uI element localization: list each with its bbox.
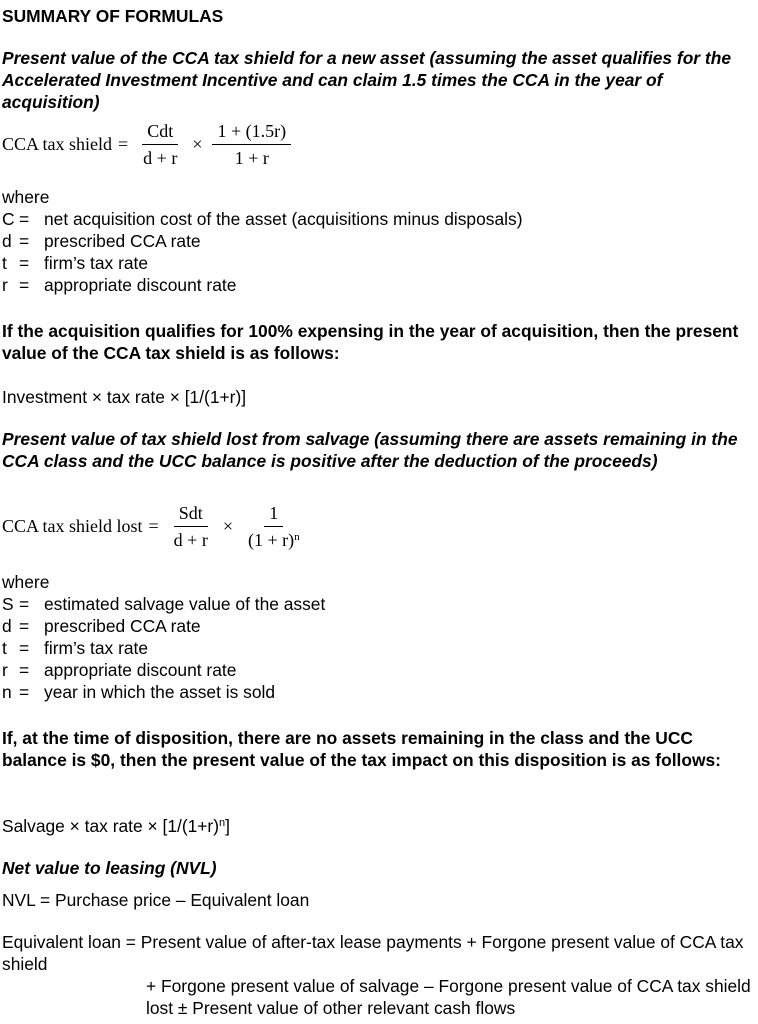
def-equals: =: [19, 253, 30, 273]
def-symbol: C: [2, 209, 15, 229]
formula-equals: =: [118, 134, 129, 154]
page-title: SUMMARY OF FORMULAS: [2, 6, 224, 26]
definition-row: [2, 593, 752, 615]
section3-definitions: [2, 571, 752, 703]
fraction-2-numerator: 1: [264, 502, 283, 527]
definition-row: [2, 615, 752, 637]
equivalent-loan-continuation: + Forgone present value of salvage – Forgone present value of CCA tax shield lost ± Present value of other relevant cash flows: [146, 976, 751, 1018]
fraction-1-denominator: d + r: [173, 530, 208, 550]
def-symbol: d: [2, 616, 12, 636]
def-symbol: t: [2, 253, 7, 273]
fraction-1-denominator: d + r: [143, 148, 178, 168]
def-equals: =: [19, 638, 30, 658]
exponent-n: n: [294, 531, 300, 543]
def-equals: =: [19, 682, 30, 702]
section1-heading: Present value of the CCA tax shield for a new asset (assuming the asset qualifies for the Accelerated Investment Incentive and can claim 1.5 times the CCA in the year of acquisition): [2, 48, 731, 112]
def-equals: =: [19, 616, 30, 636]
formula-lhs: CCA tax shield lost: [2, 516, 143, 536]
definition-row: [2, 637, 752, 659]
def-text: appropriate discount rate: [44, 275, 237, 295]
def-text: estimated salvage value of the asset: [44, 594, 326, 614]
def-equals: =: [19, 275, 30, 295]
exponent-n: n: [219, 817, 226, 829]
salvage-formula-text: Salvage × tax rate × [1/(1+r): [2, 816, 220, 836]
def-symbol: n: [2, 682, 12, 702]
cca-tax-shield-formula: [2, 120, 295, 169]
formula-times: ×: [222, 516, 233, 536]
fraction-2-denominator: 1 + r: [234, 148, 269, 168]
def-equals: =: [19, 209, 30, 229]
def-text: prescribed CCA rate: [44, 231, 201, 251]
def-symbol: S: [2, 594, 14, 614]
equivalent-loan-formula: Equivalent loan = Present value of after-tax lease payments + Forgone present value of CCA tax shield: [2, 932, 744, 974]
def-equals: =: [19, 660, 30, 680]
def-text: net acquisition cost of the asset (acquisitions minus disposals): [44, 209, 523, 229]
definition-row: [2, 659, 752, 681]
def-equals: =: [19, 594, 30, 614]
definition-row: [2, 274, 752, 296]
fraction-1-numerator: Sdt: [174, 502, 208, 527]
formula-lhs: CCA tax shield: [2, 134, 113, 154]
section2-heading: If the acquisition qualifies for 100% expensing in the year of acquisition, then the present value of the CCA tax shield is as follows:: [2, 321, 739, 363]
section4-formula: [2, 815, 752, 837]
def-symbol: r: [2, 275, 8, 295]
section2-formula: Investment × tax rate × [1/(1+r)]: [2, 387, 247, 407]
definition-row: [2, 681, 752, 703]
fraction-2-numerator: 1 + (1.5r): [212, 120, 291, 145]
denominator-base: (1 + r): [247, 530, 295, 550]
formula-times: ×: [192, 134, 203, 154]
where-label: where: [2, 187, 50, 207]
def-text: year in which the asset is sold: [44, 682, 276, 702]
section4-heading: If, at the time of disposition, there are no assets remaining in the class and the UCC balance is $0, then the present value of the tax impact on this disposition is as follows:: [2, 728, 721, 770]
def-equals: =: [19, 231, 30, 251]
definition-row: [2, 230, 752, 252]
def-text: firm’s tax rate: [44, 638, 149, 658]
section5-heading: Net value to leasing (NVL): [2, 858, 217, 878]
fraction-1-numerator: Cdt: [142, 120, 178, 145]
fraction-1: [138, 120, 182, 169]
def-symbol: d: [2, 231, 12, 251]
salvage-formula-close: ]: [225, 816, 230, 836]
where-label: where: [2, 572, 50, 592]
def-text: appropriate discount rate: [44, 660, 237, 680]
nvl-formula: NVL = Purchase price – Equivalent loan: [2, 890, 310, 910]
definition-row: [2, 208, 752, 230]
definition-row: [2, 252, 752, 274]
fraction-2-denominator: [243, 527, 305, 551]
def-text: firm’s tax rate: [44, 253, 149, 273]
def-symbol: r: [2, 660, 8, 680]
def-text: prescribed CCA rate: [44, 616, 201, 636]
section3-heading: Present value of tax shield lost from salvage (assuming there are assets remaining in the CCA class and the UCC balance is positive after the deduction of the proceeds): [2, 429, 738, 471]
fraction-2: [212, 120, 291, 169]
formula-equals: =: [148, 516, 159, 536]
cca-tax-shield-lost-formula: [2, 502, 309, 551]
def-symbol: t: [2, 638, 7, 658]
fraction-1: [169, 502, 213, 551]
fraction-2: [243, 502, 305, 551]
section1-definitions: [2, 186, 752, 296]
